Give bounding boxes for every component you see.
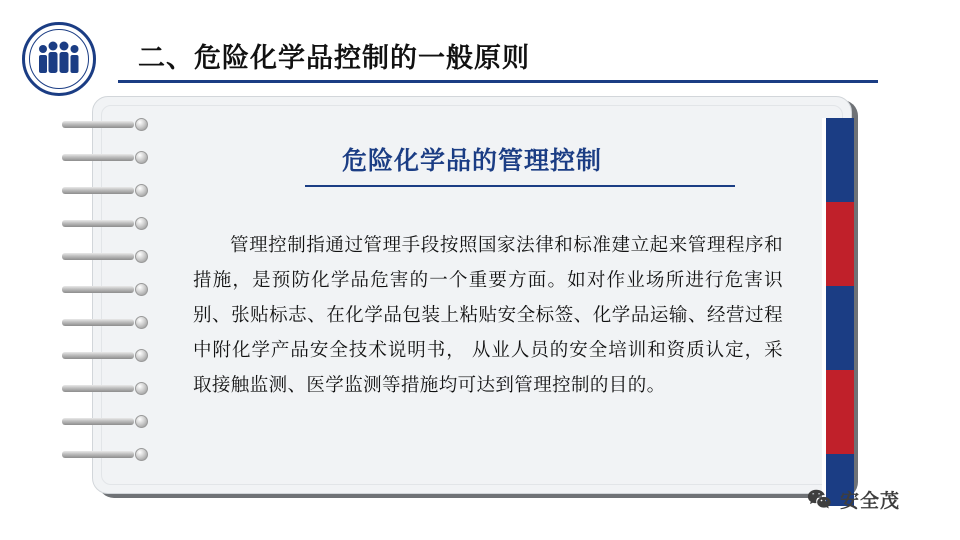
watermark-label: 安全茂	[840, 491, 901, 512]
binding-ring	[62, 349, 148, 362]
content-card	[92, 96, 852, 494]
binding-ring	[62, 118, 148, 131]
flag-white-edge	[822, 118, 826, 506]
binding-ring	[62, 184, 148, 197]
flag-segment	[822, 286, 854, 370]
flag-segment	[822, 370, 854, 454]
binding-ring	[62, 283, 148, 296]
binding-ring	[62, 382, 148, 395]
binding-ring	[62, 415, 148, 428]
spiral-binding	[62, 118, 152, 478]
people-group-icon	[36, 40, 82, 78]
slide-header	[0, 0, 960, 96]
binding-ring	[62, 316, 148, 329]
card-title-divider	[305, 185, 735, 187]
card-body-text: 管理控制指通过管理手段按照国家法律和标准建立起来管理程序和措施，是预防化学品危害的一个重要方面。如对作业场所进行危害识别、张贴标志、在化学品包装上粘贴安全标签、化学品运输、经营过程中附化学产品安全技术说明书， 从业人员的安全培训和资质认定，采取接触监测、医学监测等措施均可达到管理控制的目的。	[193, 234, 783, 395]
flag-segment	[822, 202, 854, 286]
binding-ring	[62, 151, 148, 164]
page-title: 二、危险化学品控制的一般原则	[138, 43, 530, 73]
people-group-badge-icon	[22, 22, 96, 96]
flag-segment	[822, 118, 854, 202]
binding-ring	[62, 250, 148, 263]
watermark	[806, 486, 900, 513]
binding-ring	[62, 448, 148, 461]
header-divider	[118, 80, 878, 83]
wechat-icon	[806, 487, 832, 513]
card-title: 危险化学品的管理控制	[341, 147, 602, 175]
binding-ring	[62, 217, 148, 230]
decorative-flag-bar	[822, 118, 854, 506]
